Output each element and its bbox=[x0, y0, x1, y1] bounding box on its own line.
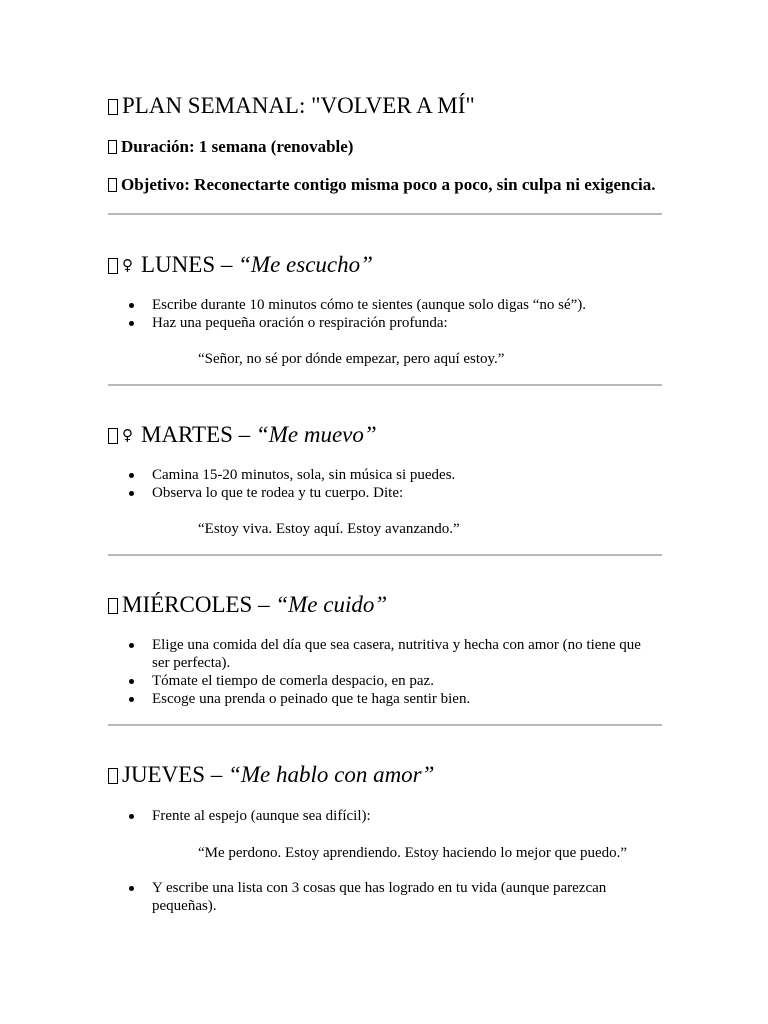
missing-glyph-icon bbox=[108, 258, 118, 274]
task-list-wednesday bbox=[108, 636, 662, 708]
section-monday bbox=[108, 250, 662, 368]
missing-glyph-icon bbox=[108, 768, 118, 784]
section-tuesday bbox=[108, 420, 662, 538]
list-item: Observa lo que te rodea y tu cuerpo. Dite: bbox=[108, 484, 662, 502]
bullet-icon bbox=[129, 679, 134, 684]
objective-line: Objetivo: Reconectarte contigo misma poco a poco, sin culpa ni exigencia. bbox=[108, 174, 662, 196]
missing-glyph-icon bbox=[108, 598, 118, 614]
section-divider bbox=[108, 213, 662, 215]
bullet-icon bbox=[129, 321, 134, 326]
section-divider bbox=[108, 384, 662, 386]
section-divider bbox=[108, 724, 662, 726]
section-thursday bbox=[108, 760, 662, 915]
plan-header bbox=[108, 90, 662, 196]
bullet-icon bbox=[129, 886, 134, 891]
quote-tuesday: “Estoy viva. Estoy aquí. Estoy avanzando.” bbox=[198, 521, 460, 537]
list-item: Escribe durante 10 minutos cómo te sientes (aunque solo digas “no sé”). bbox=[108, 296, 662, 314]
bullet-icon bbox=[129, 697, 134, 702]
bullet-icon bbox=[129, 814, 134, 819]
list-item: Camina 15-20 minutos, sola, sin música si puedes. bbox=[108, 466, 662, 484]
day-title-tuesday: ♀ MARTES – “Me muevo” bbox=[108, 420, 662, 450]
duration-line: Duración: 1 semana (renovable) bbox=[108, 136, 662, 158]
quote-monday: “Señor, no sé por dónde empezar, pero aquí estoy.” bbox=[198, 351, 505, 367]
quote-thursday: “Me perdono. Estoy aprendiendo. Estoy haciendo lo mejor que puedo.” bbox=[198, 845, 628, 861]
task-list-monday bbox=[108, 296, 662, 332]
list-item: Y escribe una lista con 3 cosas que has logrado en tu vida (aunque parezcan pequeñas). bbox=[108, 879, 662, 915]
task-list-thursday bbox=[108, 807, 662, 825]
female-sign-icon: ♀ bbox=[122, 256, 133, 274]
list-item: Frente al espejo (aunque sea difícil): bbox=[108, 807, 662, 825]
section-divider bbox=[108, 554, 662, 556]
missing-glyph-icon bbox=[108, 140, 117, 154]
list-item: Haz una pequeña oración o respiración profunda: bbox=[108, 314, 662, 332]
female-sign-icon: ♀ bbox=[122, 426, 133, 444]
day-title-thursday: JUEVES – “Me hablo con amor” bbox=[108, 760, 662, 790]
task-list-tuesday bbox=[108, 466, 662, 502]
missing-glyph-icon bbox=[108, 99, 118, 115]
bullet-icon bbox=[129, 643, 134, 648]
missing-glyph-icon bbox=[108, 428, 118, 444]
bullet-icon bbox=[129, 303, 134, 308]
list-item: Escoge una prenda o peinado que te haga sentir bien. bbox=[108, 690, 662, 708]
day-title-wednesday: MIÉRCOLES – “Me cuido” bbox=[108, 590, 662, 620]
missing-glyph-icon bbox=[108, 178, 117, 192]
list-item: Tómate el tiempo de comerla despacio, en paz. bbox=[108, 672, 662, 690]
day-title-monday: ♀ LUNES – “Me escucho” bbox=[108, 250, 662, 280]
bullet-icon bbox=[129, 491, 134, 496]
task-list-thursday-continued bbox=[108, 879, 662, 915]
list-item: Elige una comida del día que sea casera, nutritiva y hecha con amor (no tiene que ser perfecta). bbox=[108, 636, 662, 672]
bullet-icon bbox=[129, 473, 134, 478]
page-title: PLAN SEMANAL: "VOLVER A MÍ" bbox=[108, 90, 662, 122]
section-wednesday bbox=[108, 590, 662, 708]
